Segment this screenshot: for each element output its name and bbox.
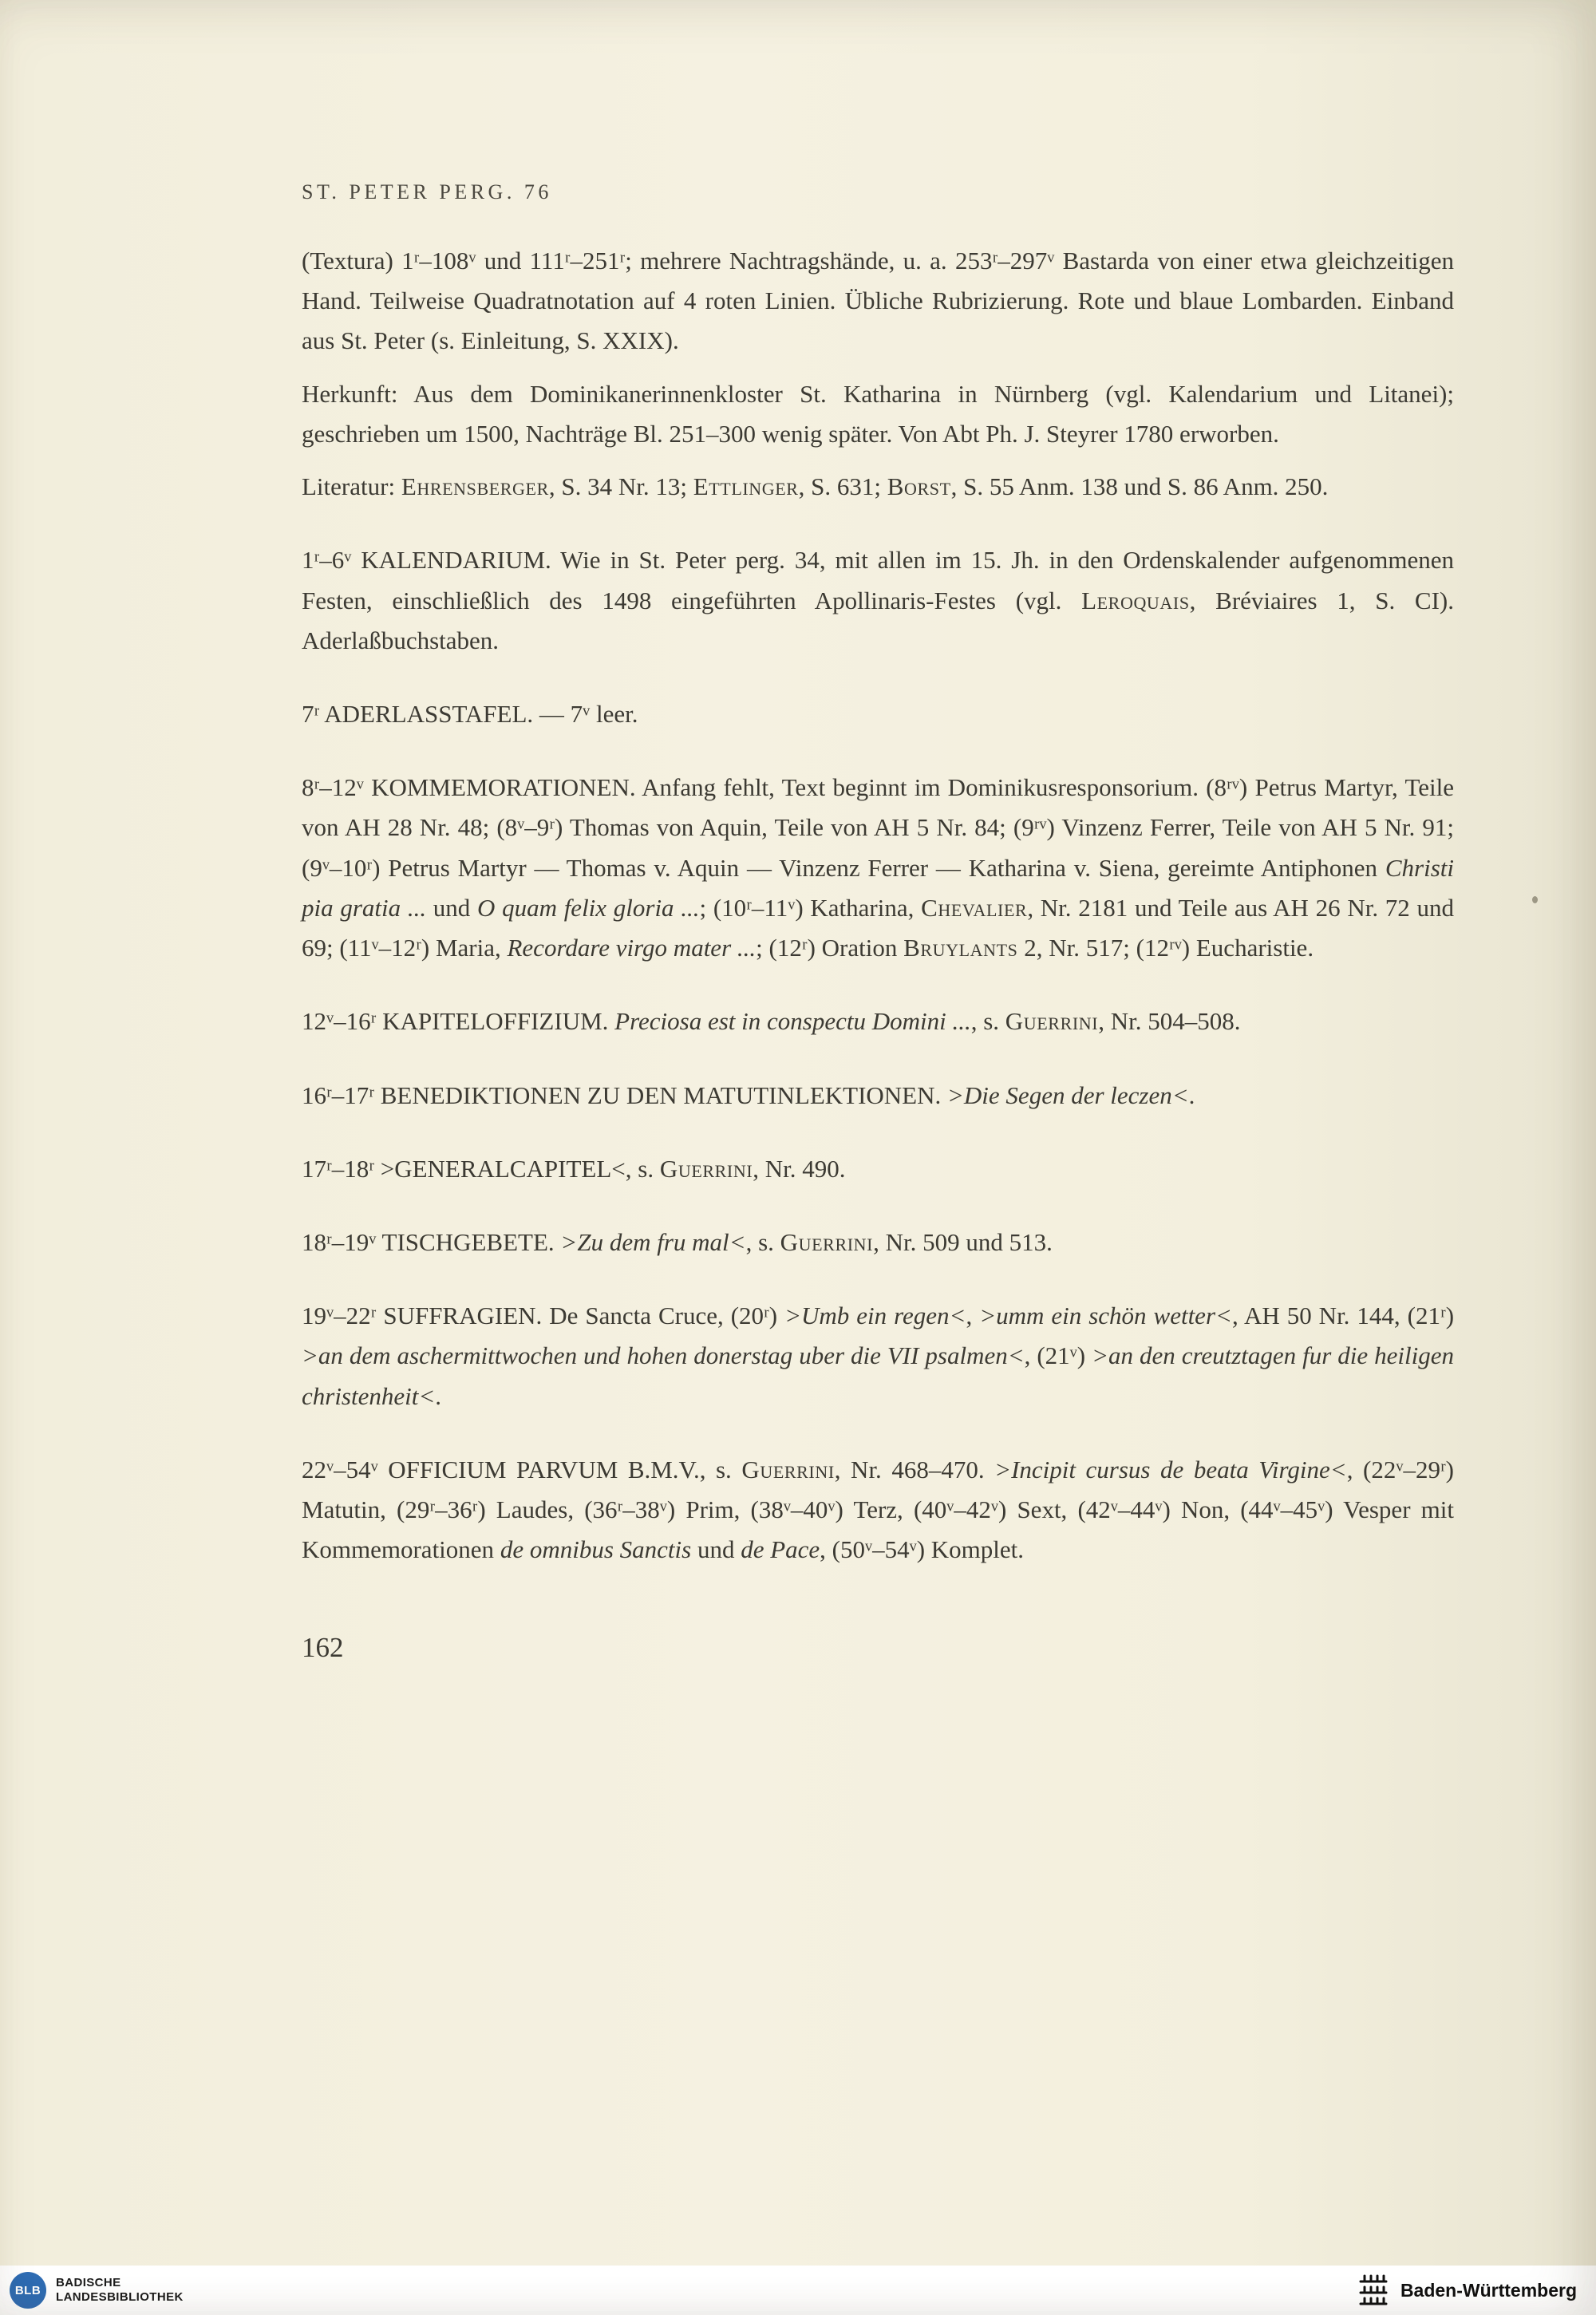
- paragraph-codicology: (Textura) 1ʳ–108ᵛ und 111ʳ–251ʳ; mehrere Nachtragshände, u. a. 253ʳ–297ᵛ Bastarda von einer etwa gleichzeitigen Hand. Teilweise Quadratnotation auf 4 roten Linien. Übliche Rubrizierung. Rote und blaue Lombarden. Einband aus St. Peter (s. Einleitung, S. XXIX).: [302, 247, 1454, 355]
- blb-logo-text: BLB: [14, 2283, 41, 2297]
- paragraph-kapiteloffizium: 12ᵛ–16ʳ KAPITELOFFIZIUM. Preciosa est in conspectu Domini ..., s. Guerrini, Nr. 504–508.: [302, 1007, 1241, 1036]
- library-name-line2: LANDESBIBLIOTHEK: [56, 2290, 184, 2304]
- paragraph-generalcapitel: 17ʳ–18ʳ >GENERALCAPITEL<, s. Guerrini, Nr. 490.: [302, 1154, 846, 1183]
- paragraph-officium-parvum: 22ᵛ–54ᵛ OFFICIUM PARVUM B.M.V., s. Guerrini, Nr. 468–470. >Incipit cursus de beata Virgine<, (22ᵛ–29ʳ) Matutin, (29ʳ–36ʳ) Laudes, (36ʳ–38ᵛ) Prim, (38ᵛ–40ᵛ) Terz, (40ᵛ–42ᵛ) Sext, (42ᵛ–44ᵛ) Non, (44ᵛ–45ᵛ) Vesper mit Kommemorationen de omnibus Sanctis und de Pace, (50ᵛ–54ᵛ) Komplet.: [302, 1455, 1455, 1564]
- paper-speck: [1532, 896, 1538, 903]
- library-branding: [10, 2272, 184, 2309]
- paragraph-tischgebete: 18ʳ–19ᵛ TISCHGEBETE. >Zu dem fru mal<, s. Guerrini, Nr. 509 und 513.: [302, 1227, 1053, 1256]
- running-head: ST. PETER PERG. 76: [302, 180, 552, 203]
- paragraph-benediktionen: 16ʳ–17ʳ BENEDIKTIONEN ZU DEN MATUTINLEKTIONEN. >Die Segen der leczen<.: [302, 1080, 1195, 1109]
- footer-bar: [0, 2266, 1596, 2315]
- paragraph-kalendarium: 1ʳ–6ᵛ KALENDARIUM. Wie in St. Peter perg. 34, mit allen im 15. Jh. in den Ordenskalender aufgenommenen Festen, einschließlich des 1498 eingeführten Apollinaris-Festes (vgl. Leroquais, Bréviaires 1, S. CI). Aderlaßbuchstaben.: [302, 546, 1454, 654]
- blb-logo-icon: [10, 2272, 46, 2309]
- paragraph-provenance: Herkunft: Aus dem Dominikanerinnenkloster St. Katharina in Nürnberg (vgl. Kalendarium und Litanei); geschrieben um 1500, Nachträge Bl. 251–300 wenig später. Von Abt Ph. J. Steyrer 1780 erworben.: [302, 379, 1454, 448]
- paragraph-literature: Literatur: Ehrensberger, S. 34 Nr. 13; Ettlinger, S. 631; Borst, S. 55 Anm. 138 und S. 86 Anm. 250.: [302, 472, 1329, 501]
- library-name-line1: BADISCHE: [56, 2276, 121, 2290]
- library-name: [56, 2276, 184, 2304]
- paragraph-aderlasstafel: 7ʳ ADERLASSTAFEL. — 7ᵛ leer.: [302, 699, 638, 728]
- state-label: Baden-Württemberg: [1400, 2279, 1577, 2301]
- paragraph-suffragien: 19ᵛ–22ʳ SUFFRAGIEN. De Sancta Cruce, (20ʳ) >Umb ein regen<, >umm ein schön wetter<, AH 50 Nr. 144, (21ʳ) >an dem aschermittwochen und hohen donerstag uber die VII psalmen<, (21ᵛ) >an den creutztagen fur die heiligen christenheit<.: [302, 1302, 1455, 1410]
- text-block: [302, 180, 1454, 1664]
- baden-wuerttemberg-antlers-icon: [1357, 2272, 1391, 2309]
- state-branding: [1357, 2272, 1577, 2309]
- page-number: 162: [302, 1632, 344, 1664]
- paragraph-kommemorationen: 8ʳ–12ᵛ KOMMEMORATIONEN. Anfang fehlt, Text beginnt im Dominikusresponsorium. (8ʳᵛ) Petrus Martyr, Teile von AH 28 Nr. 48; (8ᵛ–9ʳ) Thomas von Aquin, Teile von AH 5 Nr. 84; (9ʳᵛ) Vinzenz Ferrer, Teile von AH 5 Nr. 91; (9ᵛ–10ʳ) Petrus Martyr — Thomas v. Aquin — Vinzenz Ferrer — Katharina v. Siena, gereimte Antiphonen Christi pia gratia ... und O quam felix gloria ...; (10ʳ–11ᵛ) Katharina, Chevalier, Nr. 2181 und Teile aus AH 26 Nr. 72 und 69; (11ᵛ–12ʳ) Maria, Recordare virgo mater ...; (12ʳ) Oration Bruylants 2, Nr. 517; (12ʳᵛ) Eucharistie.: [302, 773, 1455, 962]
